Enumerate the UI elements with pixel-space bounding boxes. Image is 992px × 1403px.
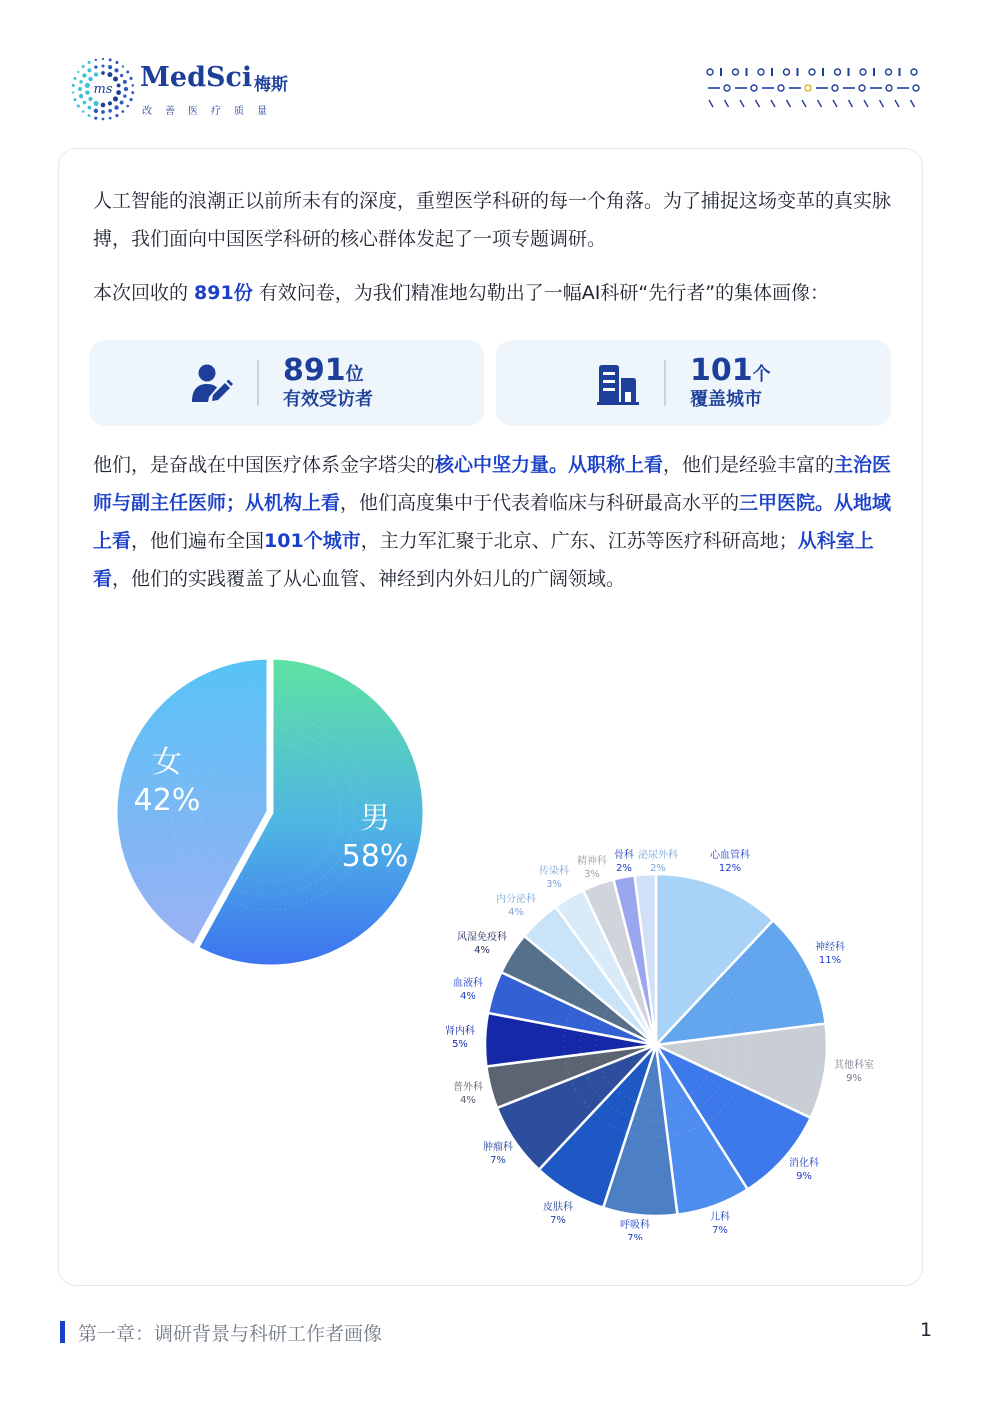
profile-text: ，他们的实践覆盖了从心血管、神经到内外妇儿的广阔领域。 — [112, 568, 626, 590]
pattern-slash — [740, 100, 744, 107]
stat-number — [283, 354, 364, 392]
logo-dot — [73, 77, 76, 80]
stat-number — [690, 354, 771, 392]
pattern-bar — [899, 68, 901, 76]
pattern-bar — [746, 68, 748, 76]
department-value-label: 7% — [550, 1215, 566, 1226]
pattern-bar — [771, 68, 773, 76]
logo-dot — [113, 96, 118, 101]
pattern-bar — [822, 68, 824, 76]
pattern-circle — [805, 85, 811, 91]
logo-dot — [82, 65, 85, 68]
logo-dot — [94, 109, 98, 113]
city-building-icon — [596, 362, 640, 406]
pattern-slash — [895, 100, 899, 107]
logo-dot — [107, 72, 112, 77]
brand-chinese-name: 梅斯 — [254, 75, 288, 95]
logo-dot — [132, 84, 135, 87]
logo-dot — [94, 117, 97, 120]
logo-dot — [102, 58, 104, 60]
survey-count-paragraph — [93, 274, 898, 312]
logo-dot — [88, 97, 92, 101]
logo-dot — [73, 98, 76, 101]
pattern-slash — [709, 100, 713, 107]
logo-dot — [88, 106, 92, 110]
brand-name: MedSci — [140, 62, 253, 93]
pattern-circle — [832, 85, 838, 91]
pattern-circle — [778, 85, 784, 91]
logo-dot — [79, 94, 83, 98]
stat-divider — [664, 360, 666, 406]
logo-dot — [117, 84, 121, 88]
gender-value-label: 42% — [133, 783, 201, 818]
logo-dot — [88, 61, 91, 64]
decorative-pattern — [706, 66, 920, 110]
gender-label: 女 — [152, 745, 182, 780]
survey-text-before: 本次回收的 — [93, 282, 195, 304]
department-value-label: 11% — [818, 955, 842, 966]
department-label: 肾内科 — [445, 1026, 475, 1037]
stat-cities — [496, 340, 891, 426]
profile-text: ，他们高度集中于代表着临床与科研最高水平的 — [340, 492, 740, 514]
logo-dot — [93, 101, 98, 106]
pattern-bar — [797, 68, 799, 76]
stat-respondents — [89, 340, 484, 426]
department-label: 血液科 — [453, 978, 483, 989]
logo-dot — [122, 110, 125, 113]
profile-text: ，主力军汇聚于北京、广东、江苏等医疗科研高地； — [360, 530, 798, 552]
logo-dot — [101, 64, 104, 67]
logo-dot — [123, 94, 126, 97]
department-label: 儿科 — [710, 1212, 730, 1223]
chapter-title: 第一章：调研背景与科研工作者画像 — [78, 1323, 383, 1345]
pattern-circle — [751, 85, 757, 91]
logo-dot — [101, 110, 105, 114]
page-number: 1 — [920, 1319, 933, 1341]
profile-highlight: 101个城市 — [264, 530, 361, 552]
department-value-label: 4% — [460, 991, 476, 1002]
department-value-label: 12% — [718, 863, 742, 874]
pattern-circle — [809, 69, 815, 75]
department-value-label: 9% — [796, 1171, 812, 1182]
department-label: 风湿免疫科 — [457, 932, 507, 943]
survey-text-after: 有效问卷，为我们精准地勾勒出了一幅AI科研“先行者”的集体画像： — [252, 282, 830, 304]
logo-dot — [82, 110, 85, 113]
department-label: 肿瘤科 — [483, 1142, 513, 1153]
pattern-slash — [911, 100, 915, 107]
pattern-slash — [849, 100, 853, 107]
pattern-circle — [835, 69, 841, 75]
logo-dot — [83, 101, 87, 105]
logo-dot — [126, 105, 129, 108]
pattern-circle — [911, 69, 917, 75]
department-label: 呼吸科 — [620, 1220, 650, 1231]
brand-slogan: 改善医疗质量 — [142, 106, 280, 117]
gender-pie-chart — [110, 650, 440, 980]
department-label: 消化科 — [789, 1158, 819, 1169]
logo-dot — [129, 98, 132, 101]
pattern-slash — [787, 100, 791, 107]
logo-dot — [129, 77, 132, 80]
pattern-circle — [724, 85, 730, 91]
logo-dot — [126, 70, 129, 73]
logo-dot — [109, 58, 112, 61]
logo-dot — [124, 87, 128, 91]
pattern-circle — [733, 69, 739, 75]
department-value-label: 2% — [650, 863, 666, 874]
logo-dot — [85, 83, 90, 88]
pattern-slash — [818, 100, 822, 107]
department-label: 皮肤科 — [543, 1202, 573, 1213]
department-label: 其他科室 — [834, 1060, 874, 1071]
logo-dot — [88, 114, 91, 117]
pattern-circle — [707, 69, 713, 75]
cities-number: 101 — [690, 353, 753, 388]
survey-count-highlight: 891份 — [194, 282, 253, 304]
profile-text: ，他们遍布全国 — [131, 530, 265, 552]
pattern-slash — [864, 100, 868, 107]
department-label: 传染科 — [539, 866, 569, 877]
logo-dot — [79, 80, 82, 83]
pattern-bar — [873, 68, 875, 76]
chapter-marker — [60, 1321, 65, 1343]
department-label: 神经科 — [815, 942, 845, 953]
respondents-label: 有效受访者 — [283, 389, 373, 410]
logo-dot — [109, 117, 112, 120]
department-label: 泌尿外科 — [638, 850, 678, 861]
logo-dot — [101, 71, 105, 75]
logo-dot — [120, 101, 124, 105]
logo-dot — [116, 90, 121, 95]
user-pen-icon — [189, 362, 233, 406]
pattern-slash — [725, 100, 729, 107]
logo-dot — [94, 72, 98, 76]
department-pie-chart — [430, 840, 900, 1240]
department-value-label: 9% — [846, 1073, 862, 1084]
logo-dot — [78, 87, 82, 91]
pattern-circle — [859, 85, 865, 91]
department-value-label: 7% — [627, 1233, 643, 1240]
logo-dot — [108, 109, 112, 113]
profile-highlight: 核心中坚力量。从职称上看 — [435, 454, 664, 476]
gender-label: 男 — [360, 801, 390, 836]
pattern-circle — [886, 85, 892, 91]
profile-highlight: 主治医师与副主任医师；从机构上看 — [93, 454, 892, 514]
logo-dot — [115, 61, 118, 64]
pattern-slash — [880, 100, 884, 107]
logo-dot — [88, 77, 92, 81]
department-label: 内分泌科 — [496, 894, 536, 905]
logo-dot — [72, 91, 74, 93]
logo-dot — [108, 65, 112, 69]
logo-dot — [115, 114, 118, 117]
logo-dot — [87, 68, 91, 72]
pattern-slash — [802, 100, 806, 107]
profile-highlight: 三甲医院。从地域上看 — [93, 492, 892, 552]
logo-dot — [114, 105, 118, 109]
department-label: 普外科 — [453, 1082, 483, 1093]
logo-dot — [114, 68, 118, 72]
profile-text: 他们，是奋战在中国医疗体系金字塔尖的 — [93, 454, 436, 476]
pattern-circle — [886, 69, 892, 75]
pattern-bar — [848, 68, 850, 76]
logo-dot — [108, 101, 112, 105]
pattern-slash — [833, 100, 837, 107]
logo-dot — [123, 80, 127, 84]
logo-dot — [113, 76, 118, 81]
pattern-circle — [860, 69, 866, 75]
stat-divider — [257, 360, 259, 406]
department-value-label: 4% — [460, 1095, 476, 1106]
department-label: 心血管科 — [710, 850, 750, 861]
logo-dot — [77, 104, 80, 107]
logo-ms-text: ms — [93, 82, 113, 97]
profile-highlight: 从科室上看 — [93, 530, 874, 590]
respondent-profile-paragraph — [93, 446, 898, 598]
logo-dot — [85, 90, 89, 94]
logo-dot — [122, 65, 124, 67]
department-value-label: 4% — [508, 907, 524, 918]
department-value-label: 5% — [452, 1039, 468, 1050]
logo-dot — [131, 91, 134, 94]
respondents-number: 891 — [283, 353, 346, 388]
pattern-circle — [758, 69, 764, 75]
department-value-label: 2% — [616, 863, 632, 874]
pattern-slash — [756, 100, 760, 107]
profile-text: ，他们是经验丰富的 — [663, 454, 835, 476]
gender-value-label: 58% — [341, 839, 409, 874]
logo-dot — [101, 103, 106, 108]
department-label: 骨科 — [614, 850, 634, 861]
logo-dot — [82, 73, 86, 77]
respondents-unit: 位 — [345, 364, 364, 385]
pattern-circle — [913, 85, 919, 91]
department-label: 精神科 — [577, 856, 607, 867]
pattern-bar — [720, 68, 722, 76]
logo-dot — [102, 118, 105, 121]
cities-unit: 个 — [752, 364, 771, 385]
logo-dot — [77, 71, 79, 73]
pattern-circle — [784, 69, 790, 75]
intro-paragraph: 人工智能的浪潮正以前所未有的深度，重塑医学科研的每一个角落。为了捕捉这场变革的真实脉搏，我们面向中国医学科研的核心群体发起了一项专题调研。 — [93, 190, 892, 250]
department-value-label: 4% — [474, 945, 490, 956]
department-value-label: 7% — [712, 1225, 728, 1236]
cities-label: 覆盖城市 — [690, 389, 762, 410]
department-value-label: 3% — [584, 869, 600, 880]
logo-dot — [94, 65, 97, 68]
pattern-slash — [771, 100, 775, 107]
logo-dot — [72, 84, 75, 87]
department-value-label: 3% — [546, 879, 562, 890]
logo-dot — [95, 59, 97, 61]
department-value-label: 7% — [490, 1155, 506, 1166]
logo-dot — [120, 74, 123, 77]
